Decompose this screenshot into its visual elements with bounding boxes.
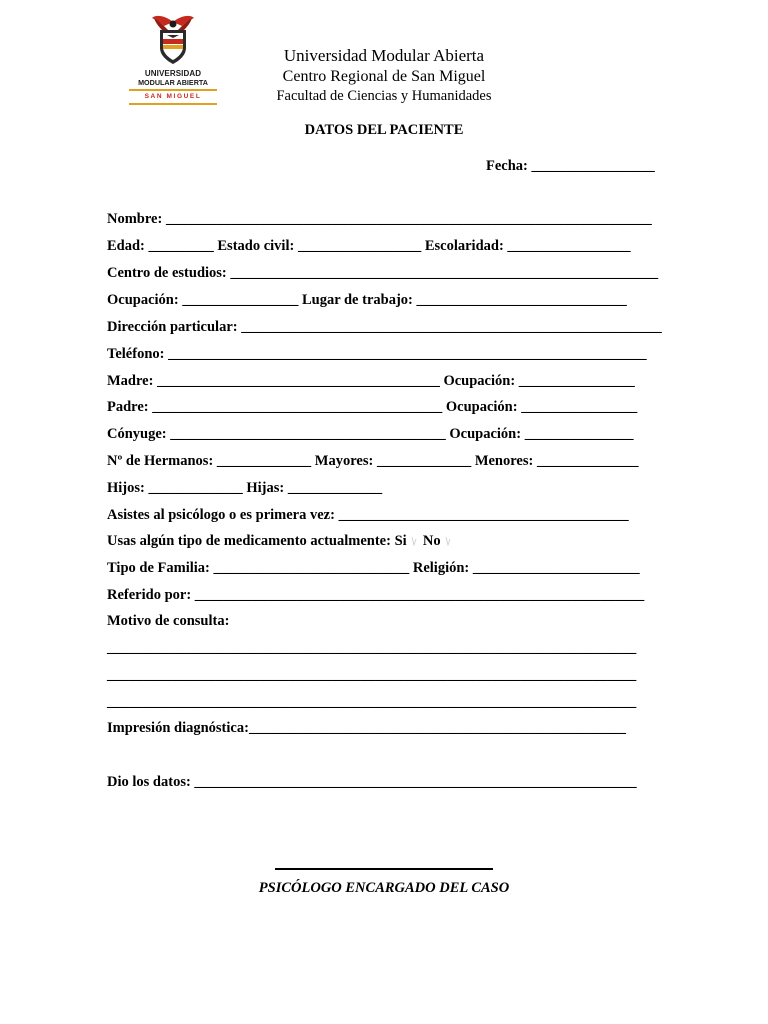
conyuge-ocupacion-label: Ocupación:	[449, 426, 522, 442]
referido-field[interactable]: ______________________________________________________________	[191, 587, 645, 603]
motivo-line-3[interactable]: _________________________________________________________________________	[107, 694, 637, 710]
direccion-row	[107, 319, 662, 336]
escolaridad-label: Escolaridad:	[424, 238, 504, 254]
signature-line[interactable]	[275, 868, 493, 870]
motivo-line-1[interactable]: _________________________________________________________________________	[107, 640, 637, 656]
hijos-row	[107, 480, 382, 497]
padre-row	[107, 399, 637, 416]
conyuge-field[interactable]: ______________________________________	[166, 426, 450, 442]
centro-estudios-label: Centro de estudios:	[107, 265, 227, 281]
edad-field[interactable]: _________	[144, 238, 218, 254]
lugar-trabajo-label: Lugar de trabajo:	[301, 292, 413, 308]
psicologo-label: Asistes al psicólogo o es primera vez:	[107, 507, 335, 523]
impresion-label: Impresión diagnóstica:	[107, 720, 249, 736]
tipo-familia-row	[107, 560, 640, 577]
logo-line-2: MODULAR ABIERTA	[138, 78, 208, 87]
escolaridad-field[interactable]: _________________	[503, 238, 631, 254]
dio-datos-label: Dio los datos:	[107, 774, 191, 790]
telefono-label: Teléfono:	[107, 346, 165, 362]
no-checkbox-icon[interactable]	[444, 534, 453, 544]
psicologo-row	[107, 507, 629, 524]
psicologo-field[interactable]: ________________________________________	[334, 507, 629, 523]
hermanos-row	[107, 453, 638, 470]
hijos-field[interactable]: _____________	[144, 480, 247, 496]
religion-field[interactable]: _______________________	[469, 560, 640, 576]
religion-label: Religión:	[412, 560, 470, 576]
madre-row	[107, 373, 635, 390]
edad-row	[107, 238, 631, 255]
telefono-field[interactable]: __________________________________________________________________	[164, 346, 647, 362]
centro-estudios-row	[107, 265, 658, 282]
menores-field[interactable]: ______________	[533, 453, 639, 469]
fecha-field[interactable]: _________________	[527, 158, 655, 174]
si-label: Si	[394, 533, 407, 549]
ocupacion-field[interactable]: ________________	[178, 292, 302, 308]
motivo-line-2[interactable]: _________________________________________________________________________	[107, 667, 637, 683]
estado-civil-field[interactable]: _________________	[294, 238, 425, 254]
mayores-field[interactable]: _____________	[373, 453, 475, 469]
referido-label: Referido por:	[107, 587, 192, 603]
motivo-label: Motivo de consulta:	[107, 613, 230, 629]
hermanos-label: Nº de Hermanos:	[107, 453, 214, 469]
madre-label: Madre:	[107, 373, 154, 389]
logo-line-1: UNIVERSIDAD	[144, 69, 202, 78]
nombre-label: Nombre:	[107, 211, 163, 227]
lugar-trabajo-field[interactable]: _____________________________	[412, 292, 627, 308]
telefono-row	[107, 346, 647, 363]
regional-center: Centro Regional de San Miguel	[282, 68, 486, 85]
padre-label: Padre:	[107, 399, 149, 415]
estado-civil-label: Estado civil:	[217, 238, 295, 254]
medicamento-label: Usas algún tipo de medicamento actualmente:	[107, 533, 391, 549]
dio-datos-field[interactable]: _____________________________________________________________	[190, 774, 637, 790]
padre-ocupacion-field[interactable]: ________________	[517, 399, 638, 415]
mayores-label: Mayores:	[314, 453, 374, 469]
page-title: DATOS DEL PACIENTE	[304, 122, 464, 138]
logo-line-3: SAN MIGUEL	[144, 93, 202, 100]
tipo-familia-label: Tipo de Familia:	[107, 560, 210, 576]
madre-ocupacion-field[interactable]: ________________	[515, 373, 635, 389]
ocupacion-label: Ocupación:	[107, 292, 179, 308]
padre-ocupacion-label: Ocupación:	[445, 399, 518, 415]
hijos-label: Hijos:	[107, 480, 145, 496]
university-name: Universidad Modular Abierta	[283, 46, 485, 65]
tipo-familia-field[interactable]: ___________________________	[209, 560, 413, 576]
centro-estudios-field[interactable]: ___________________________________________________________	[226, 265, 659, 281]
nombre-row	[107, 211, 652, 228]
conyuge-label: Cónyuge:	[107, 426, 167, 442]
medicamento-row	[107, 533, 453, 550]
si-checkbox-icon[interactable]	[410, 534, 419, 544]
referido-row	[107, 587, 644, 604]
conyuge-ocupacion-field[interactable]: _______________	[521, 426, 634, 442]
edad-label: Edad:	[107, 238, 145, 254]
nombre-field[interactable]: ___________________________________________________________________	[162, 211, 652, 227]
direccion-field[interactable]: __________________________________________________________	[237, 319, 662, 335]
conyuge-row	[107, 426, 633, 443]
impresion-row	[107, 720, 626, 737]
fecha-row	[486, 158, 655, 175]
dio-datos-row	[107, 774, 637, 791]
menores-label: Menores:	[474, 453, 534, 469]
signature-label: PSICÓLOGO ENCARGADO DEL CASO	[258, 880, 510, 896]
no-label: No	[422, 533, 441, 549]
hermanos-field[interactable]: _____________	[213, 453, 315, 469]
hijas-label: Hijas:	[246, 480, 285, 496]
madre-field[interactable]: _______________________________________	[153, 373, 444, 389]
padre-field[interactable]: ________________________________________	[148, 399, 446, 415]
motivo-row	[107, 613, 229, 630]
ocupacion-row	[107, 292, 627, 309]
madre-ocupacion-label: Ocupación:	[443, 373, 516, 389]
faculty-name: Facultad de Ciencias y Humanidades	[276, 88, 492, 104]
direccion-label: Dirección particular:	[107, 319, 238, 335]
fecha-label: Fecha:	[486, 158, 528, 174]
impresion-field[interactable]: ____________________________________________________	[248, 720, 626, 736]
hijas-field[interactable]: _____________	[284, 480, 383, 496]
